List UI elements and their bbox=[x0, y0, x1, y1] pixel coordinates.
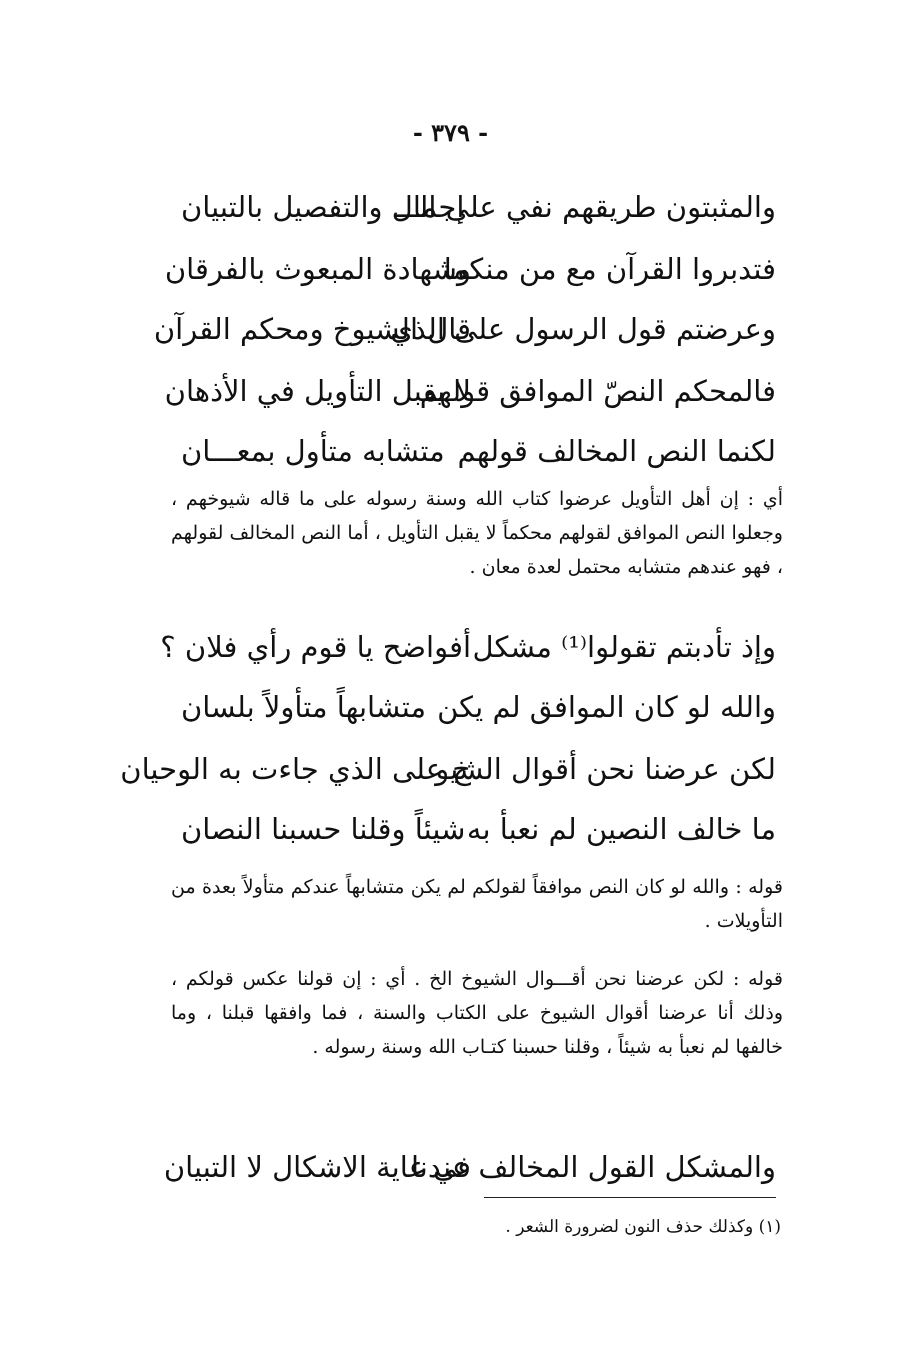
verse-hemistich-first: ما خالف النصين لم نعبأ به bbox=[466, 812, 776, 846]
footnote-divider bbox=[484, 1197, 776, 1198]
commentary-paragraph bbox=[171, 482, 783, 584]
verse-hemistich-first: وعرضتم قول الرسول على الذي bbox=[390, 312, 776, 346]
verse-line bbox=[153, 304, 776, 354]
verse-hemistich-second: وشهادة المبعوث بالفرقان bbox=[164, 252, 471, 286]
verse-hemistich-second: لا يقبل التأويل في الأذهان bbox=[164, 374, 471, 408]
verse-hemistich-second: متشابهاً متأولاً بلسان bbox=[181, 690, 427, 724]
verse-hemistich-first: والمثبتون طريقهم نفي على الـــ bbox=[394, 190, 776, 224]
verse-hemistich-first: والله لو كان الموافق لم يكن bbox=[437, 690, 776, 724]
verse-hemistich-first: لكنما النص المخالف قولهم bbox=[457, 434, 776, 468]
verse-hemistich-second: شيئاً وقلنا حسبنا النصان bbox=[181, 812, 466, 846]
verse-line bbox=[181, 182, 776, 232]
verse-line bbox=[163, 1142, 776, 1192]
verse-hemistich-second: في غاية الاشكال لا التبيان bbox=[163, 1150, 471, 1184]
verse-hemistich-first: فتدبروا القرآن مع من منكما bbox=[443, 252, 776, 286]
verse-hemistich-second: أفواضح يا قوم رأي فلان ؟ bbox=[160, 630, 471, 664]
footnote: (١) وكذلك حذف النون لضرورة الشعر . bbox=[505, 1217, 781, 1237]
verse-hemistich-first: لكن عرضنا نحن أقوال الشيو bbox=[435, 752, 776, 786]
verse-line bbox=[120, 744, 776, 794]
commentary-paragraph bbox=[171, 870, 783, 938]
verse-line bbox=[160, 622, 776, 672]
verse-line bbox=[181, 804, 776, 854]
verse-hemistich-second: متشابه متأول بمعـــان bbox=[181, 434, 445, 468]
verse-hemistich-first: والمشكل القول المخالف عندنا bbox=[410, 1150, 776, 1184]
page-number: - ٣٧٩ - bbox=[412, 118, 489, 147]
commentary-paragraph bbox=[171, 962, 783, 1064]
verse-hemistich-second: خ على الذي جاءت به الوحيان bbox=[120, 752, 471, 786]
verse-line bbox=[181, 682, 776, 732]
commentary-text: قوله : لكن عرضنا نحن أقـــوال الشيوخ الخ . أي : إن قولنا عكس قولكم ، وذلك أنا عرضنا أقوال الشيوخ على الكتاب والسنة ، فما وافقها قبلنا ، وما خالفها لم نعبأ به شيئاً ، وقلنا حسبنا كتـاب الله وسنة رسوله . bbox=[171, 968, 783, 1058]
verse-line bbox=[181, 426, 776, 476]
commentary-text: أي : إن أهل التأويل عرضوا كتاب الله وسنة رسوله على ما قاله شيوخهم ، وجعلوا النص الموافق لقولهم محكماً لا يقبل التأويل ، أما النص المخالف لقولهم ، فهو عندهم متشابه محتمل لعدة معان . bbox=[171, 488, 783, 578]
verse-hemistich-second: إجمال والتفصيل بالتبيان bbox=[181, 190, 465, 224]
commentary-text: قوله : والله لو كان النص موافقاً لقولكم لم يكن متشابهاً عندكم متأولاً بعدة من التأويلات . bbox=[171, 876, 783, 932]
verse-line bbox=[164, 244, 776, 294]
verse-hemistich-second: قال الشيوخ ومحكم القرآن bbox=[153, 312, 471, 346]
verse-hemistich-first: فالمحكم النصّ الموافق قولهم bbox=[419, 374, 776, 408]
verse-line bbox=[164, 366, 776, 416]
verse-hemistich-first: وإذ تأدبتم تقولوا⁽¹⁾ مشكل bbox=[472, 630, 776, 664]
